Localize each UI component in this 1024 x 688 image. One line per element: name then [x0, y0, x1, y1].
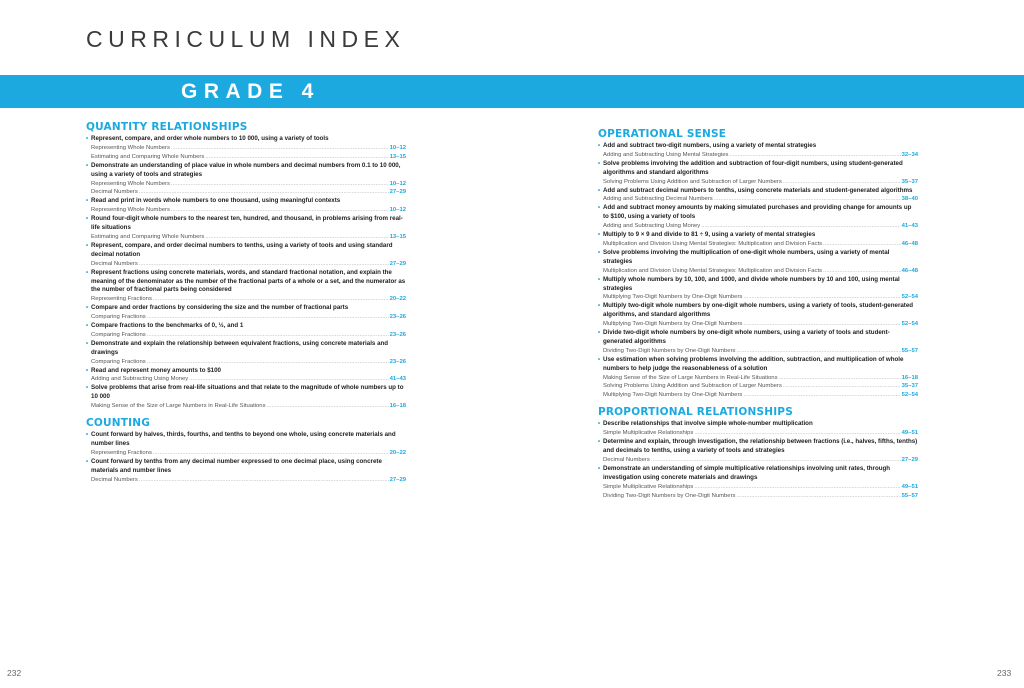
expectation-text: • Multiply two-digit whole numbers by one-digit whole numbers, using a variety of tools, student-generated algorithms, and standard algorithms — [598, 302, 918, 320]
lesson-title: Making Sense of the Size of Large Numbers in Real-Life Situations — [91, 403, 266, 410]
lesson-title: Solving Problems Using Addition and Subtraction of Larger Numbers — [603, 383, 782, 390]
lesson-reference — [86, 331, 406, 340]
section-heading: OPERATIONAL SENSE — [598, 127, 727, 141]
lesson-reference — [598, 222, 918, 231]
lesson-title: Representing Whole Numbers — [91, 144, 170, 151]
index-entry — [598, 231, 918, 249]
lesson-reference — [86, 180, 406, 189]
dot-leader — [267, 402, 389, 411]
right-column — [598, 128, 918, 506]
index-entry — [86, 135, 406, 162]
expectation-text: • Multiply whole numbers by 10, 100, and 1000, and divide whole numbers by 10 and 100, using mental strategies — [598, 276, 918, 294]
lesson-title: Simple Multiplicative Relationships — [603, 483, 694, 490]
page-range: 55–57 — [901, 492, 918, 499]
index-entry — [86, 458, 406, 485]
expectation-text: • Determine and explain, through investigation, the relationship between fractions (i.e., halves, fifths, tenths) and decimals to tenths, using a variety of tools and strategies — [598, 438, 918, 456]
page-range: 27–29 — [389, 260, 406, 267]
index-entry — [86, 304, 406, 322]
lesson-title: Comparing Fractions — [91, 314, 146, 321]
lesson-reference — [598, 240, 918, 249]
page-range: 52–54 — [901, 321, 918, 328]
page-range: 49–51 — [901, 430, 918, 437]
lesson-reference — [598, 483, 918, 492]
section-heading: QUANTITY RELATIONSHIPS — [86, 120, 248, 134]
index-entry — [598, 420, 918, 438]
lesson-reference — [598, 429, 918, 438]
expectation-text: • Demonstrate an understanding of simple multiplicative relationships involving unit rates, through investigation using concrete materials and drawings — [598, 465, 918, 483]
left-column — [86, 121, 406, 491]
dot-leader — [171, 144, 389, 153]
expectation-text: • Compare and order fractions by considering the size and the number of fractional parts — [86, 304, 406, 313]
lesson-title: Representing Fractions — [91, 449, 152, 456]
lesson-title: Decimal Numbers — [603, 456, 650, 463]
index-entry — [86, 340, 406, 367]
index-entry — [86, 242, 406, 269]
lesson-title: Estimating and Comparing Whole Numbers — [91, 153, 205, 160]
page-range: 27–29 — [389, 476, 406, 483]
page-range: 23–26 — [389, 331, 406, 338]
index-entry — [598, 249, 918, 276]
dot-leader — [729, 151, 900, 160]
index-entry — [86, 162, 406, 198]
index-entry — [86, 367, 406, 385]
dot-leader — [171, 206, 389, 215]
lesson-title: Multiplying Two-Digit Numbers by One-Digit Numbers — [603, 392, 743, 399]
expectation-text: • Round four-digit whole numbers to the nearest ten, hundred, and thousand, in problems arising from real-life situations — [86, 215, 406, 233]
lesson-reference — [598, 151, 918, 160]
lesson-reference — [86, 206, 406, 215]
dot-leader — [153, 449, 389, 458]
lesson-reference — [598, 320, 918, 329]
expectation-text: • Solve problems involving the addition and subtraction of four-digit numbers, using student-generated algorithms and standard algorithms — [598, 160, 918, 178]
page-range: 23–26 — [389, 358, 406, 365]
lesson-title: Dividing Two-Digit Numbers by One-Digit Numbers — [603, 492, 736, 499]
dot-leader — [189, 375, 388, 384]
lesson-title: Decimal Numbers — [91, 476, 138, 483]
lesson-reference — [598, 178, 918, 187]
expectation-text: • Demonstrate an understanding of place value in whole numbers and decimal numbers from 0.1 to 10 000, using a variety of tools and strategies — [86, 162, 406, 180]
dot-leader — [701, 222, 900, 231]
page-range: 13–15 — [389, 153, 406, 160]
index-entry — [598, 465, 918, 501]
dot-leader — [714, 195, 901, 204]
dot-leader — [743, 293, 900, 302]
lesson-title: Dividing Two-Digit Numbers by One-Digit Numbers — [603, 347, 736, 354]
lesson-title: Adding and Subtracting Decimal Numbers — [603, 196, 713, 203]
page-range: 16–18 — [389, 403, 406, 410]
page-range: 38–40 — [901, 196, 918, 203]
dot-leader — [694, 483, 900, 492]
dot-leader — [147, 331, 389, 340]
index-entry — [598, 438, 918, 465]
lesson-reference — [86, 449, 406, 458]
dot-leader — [779, 374, 901, 383]
index-entry — [598, 356, 918, 401]
page-range: 46–48 — [901, 267, 918, 274]
expectation-text: • Solve problems that arise from real-life situations and that relate to the magnitude of whole numbers up to 10 000 — [86, 384, 406, 402]
dot-leader — [783, 178, 901, 187]
expectation-text: • Add and subtract money amounts by making simulated purchases and providing change for amounts up to $100, using a variety of tools — [598, 204, 918, 222]
dot-leader — [153, 295, 389, 304]
page-range: 46–48 — [901, 240, 918, 247]
expectation-text: • Read and represent money amounts to $100 — [86, 367, 406, 376]
page-range: 35–37 — [901, 383, 918, 390]
index-entry — [598, 276, 918, 303]
lesson-title: Estimating and Comparing Whole Numbers — [91, 233, 205, 240]
lesson-title: Making Sense of the Size of Large Numbers in Real-Life Situations — [603, 374, 778, 381]
dot-leader — [743, 320, 900, 329]
lesson-title: Multiplication and Division Using Mental Strategies: Multiplication and Division Facts — [603, 267, 823, 274]
lesson-title: Adding and Subtracting Using Money — [603, 223, 701, 230]
lesson-reference — [598, 391, 918, 400]
lesson-title: Representing Fractions — [91, 296, 152, 303]
section-heading: COUNTING — [86, 416, 151, 430]
index-entry — [86, 431, 406, 458]
page-range: 23–26 — [389, 314, 406, 321]
index-section — [86, 417, 406, 484]
lesson-title: Simple Multiplicative Relationships — [603, 430, 694, 437]
lesson-reference — [86, 313, 406, 322]
index-entry — [598, 329, 918, 356]
lesson-title: Solving Problems Using Addition and Subtraction of Larger Numbers — [603, 178, 782, 185]
lesson-title: Representing Whole Numbers — [91, 180, 170, 187]
lesson-reference — [598, 492, 918, 501]
lesson-reference — [598, 347, 918, 356]
expectation-text: • Demonstrate and explain the relationship between equivalent fractions, using concrete materials and drawings — [86, 340, 406, 358]
lesson-reference — [86, 144, 406, 153]
lesson-reference — [598, 195, 918, 204]
dot-leader — [171, 180, 389, 189]
expectation-text: • Count forward by halves, thirds, fourths, and tenths to beyond one whole, using concrete materials and number lines — [86, 431, 406, 449]
expectation-text: • Multiply to 9 × 9 and divide to 81 ÷ 9, using a variety of mental strategies — [598, 231, 918, 240]
expectation-text: • Read and print in words whole numbers to one thousand, using meaningful contexts — [86, 197, 406, 206]
lesson-reference — [86, 260, 406, 269]
page-range: 55–57 — [901, 347, 918, 354]
lesson-title: Comparing Fractions — [91, 358, 146, 365]
page-range: 41–43 — [901, 223, 918, 230]
lesson-reference — [598, 267, 918, 276]
lesson-reference — [86, 295, 406, 304]
index-entry — [86, 197, 406, 215]
grade-label: GRADE 4 — [181, 80, 320, 103]
index-entry — [86, 322, 406, 340]
index-entry — [598, 160, 918, 187]
lesson-reference — [86, 153, 406, 162]
index-entry — [86, 215, 406, 242]
page-range: 13–15 — [389, 233, 406, 240]
dot-leader — [694, 429, 900, 438]
dot-leader — [823, 267, 901, 276]
lesson-reference — [598, 456, 918, 465]
page-range: 52–54 — [901, 392, 918, 399]
page-range: 32–34 — [901, 151, 918, 158]
expectation-text: • Represent, compare, and order whole numbers to 10 000, using a variety of tools — [86, 135, 406, 144]
lesson-reference — [86, 188, 406, 197]
index-entry — [598, 204, 918, 231]
page-range: 20–22 — [389, 449, 406, 456]
lesson-title: Adding and Subtracting Using Mental Strategies — [603, 151, 729, 158]
page-range: 16–18 — [901, 374, 918, 381]
lesson-title: Decimal Numbers — [91, 260, 138, 267]
lesson-title: Representing Whole Numbers — [91, 207, 170, 214]
lesson-reference — [598, 374, 918, 383]
expectation-text: • Represent, compare, and order decimal numbers to tenths, using a variety of tools and using standard decimal notation — [86, 242, 406, 260]
page-range: 41–43 — [389, 376, 406, 383]
lesson-title: Multiplication and Division Using Mental Strategies: Multiplication and Division Facts — [603, 240, 823, 247]
dot-leader — [205, 233, 388, 242]
lesson-reference — [86, 375, 406, 384]
page-range: 20–22 — [389, 296, 406, 303]
index-section — [598, 406, 918, 500]
expectation-text: • Compare fractions to the benchmarks of 0, ½, and 1 — [86, 322, 406, 331]
expectation-text: • Divide two-digit whole numbers by one-digit whole numbers, using a variety of tools and student-generated algorithms — [598, 329, 918, 347]
page-number-right: 233 — [997, 668, 1012, 678]
lesson-reference — [598, 293, 918, 302]
page-range: 10–12 — [389, 144, 406, 151]
grade-banner — [0, 75, 1024, 108]
index-entry — [86, 269, 406, 305]
index-entry — [598, 187, 918, 205]
page-title: CURRICULUM INDEX — [86, 26, 406, 52]
page-range: 35–37 — [901, 178, 918, 185]
expectation-text: • Describe relationships that involve simple whole-number multiplication — [598, 420, 918, 429]
lesson-title: Multiplying Two-Digit Numbers by One-Digit Numbers — [603, 294, 743, 301]
page-range: 52–54 — [901, 294, 918, 301]
index-section — [86, 121, 406, 411]
lesson-reference — [86, 402, 406, 411]
lesson-reference — [86, 476, 406, 485]
dot-leader — [651, 456, 901, 465]
lesson-reference — [86, 233, 406, 242]
section-heading: PROPORTIONAL RELATIONSHIPS — [598, 405, 793, 419]
dot-leader — [736, 492, 900, 501]
dot-leader — [147, 358, 389, 367]
page-range: 27–29 — [901, 456, 918, 463]
expectation-text: • Solve problems involving the multiplication of one-digit whole numbers, using a variety of mental strategies — [598, 249, 918, 267]
index-entry — [598, 302, 918, 329]
dot-leader — [139, 260, 389, 269]
dot-leader — [823, 240, 901, 249]
page-range: 49–51 — [901, 483, 918, 490]
page-number-left: 232 — [7, 668, 22, 678]
dot-leader — [147, 313, 389, 322]
dot-leader — [743, 391, 900, 400]
index-entry — [598, 142, 918, 160]
index-section — [598, 128, 918, 400]
lesson-title: Decimal Numbers — [91, 189, 138, 196]
dot-leader — [736, 347, 900, 356]
dot-leader — [139, 188, 389, 197]
dot-leader — [205, 153, 388, 162]
lesson-title: Multiplying Two-Digit Numbers by One-Digit Numbers — [603, 321, 743, 328]
expectation-text: • Add and subtract two-digit numbers, using a variety of mental strategies — [598, 142, 918, 151]
page-range: 10–12 — [389, 180, 406, 187]
page-range: 27–29 — [389, 189, 406, 196]
lesson-reference — [598, 382, 918, 391]
expectation-text: • Use estimation when solving problems involving the addition, subtraction, and multiplication of whole numbers to help judge the reasonableness of a solution — [598, 356, 918, 374]
index-entry — [86, 384, 406, 411]
lesson-title: Comparing Fractions — [91, 331, 146, 338]
page-range: 10–12 — [389, 207, 406, 214]
dot-leader — [139, 476, 389, 485]
lesson-reference — [86, 358, 406, 367]
dot-leader — [783, 382, 901, 391]
expectation-text: • Count forward by tenths from any decimal number expressed to one decimal place, using concrete materials and number lines — [86, 458, 406, 476]
lesson-title: Adding and Subtracting Using Money — [91, 376, 189, 383]
expectation-text: • Represent fractions using concrete materials, words, and standard fractional notation, and explain the meaning of the denominator as the number of the fractional parts of a whole or a set, and the numerator as the number of fractional parts being considered — [86, 269, 406, 296]
expectation-text: • Add and subtract decimal numbers to tenths, using concrete materials and student-generated algorithms — [598, 187, 918, 196]
